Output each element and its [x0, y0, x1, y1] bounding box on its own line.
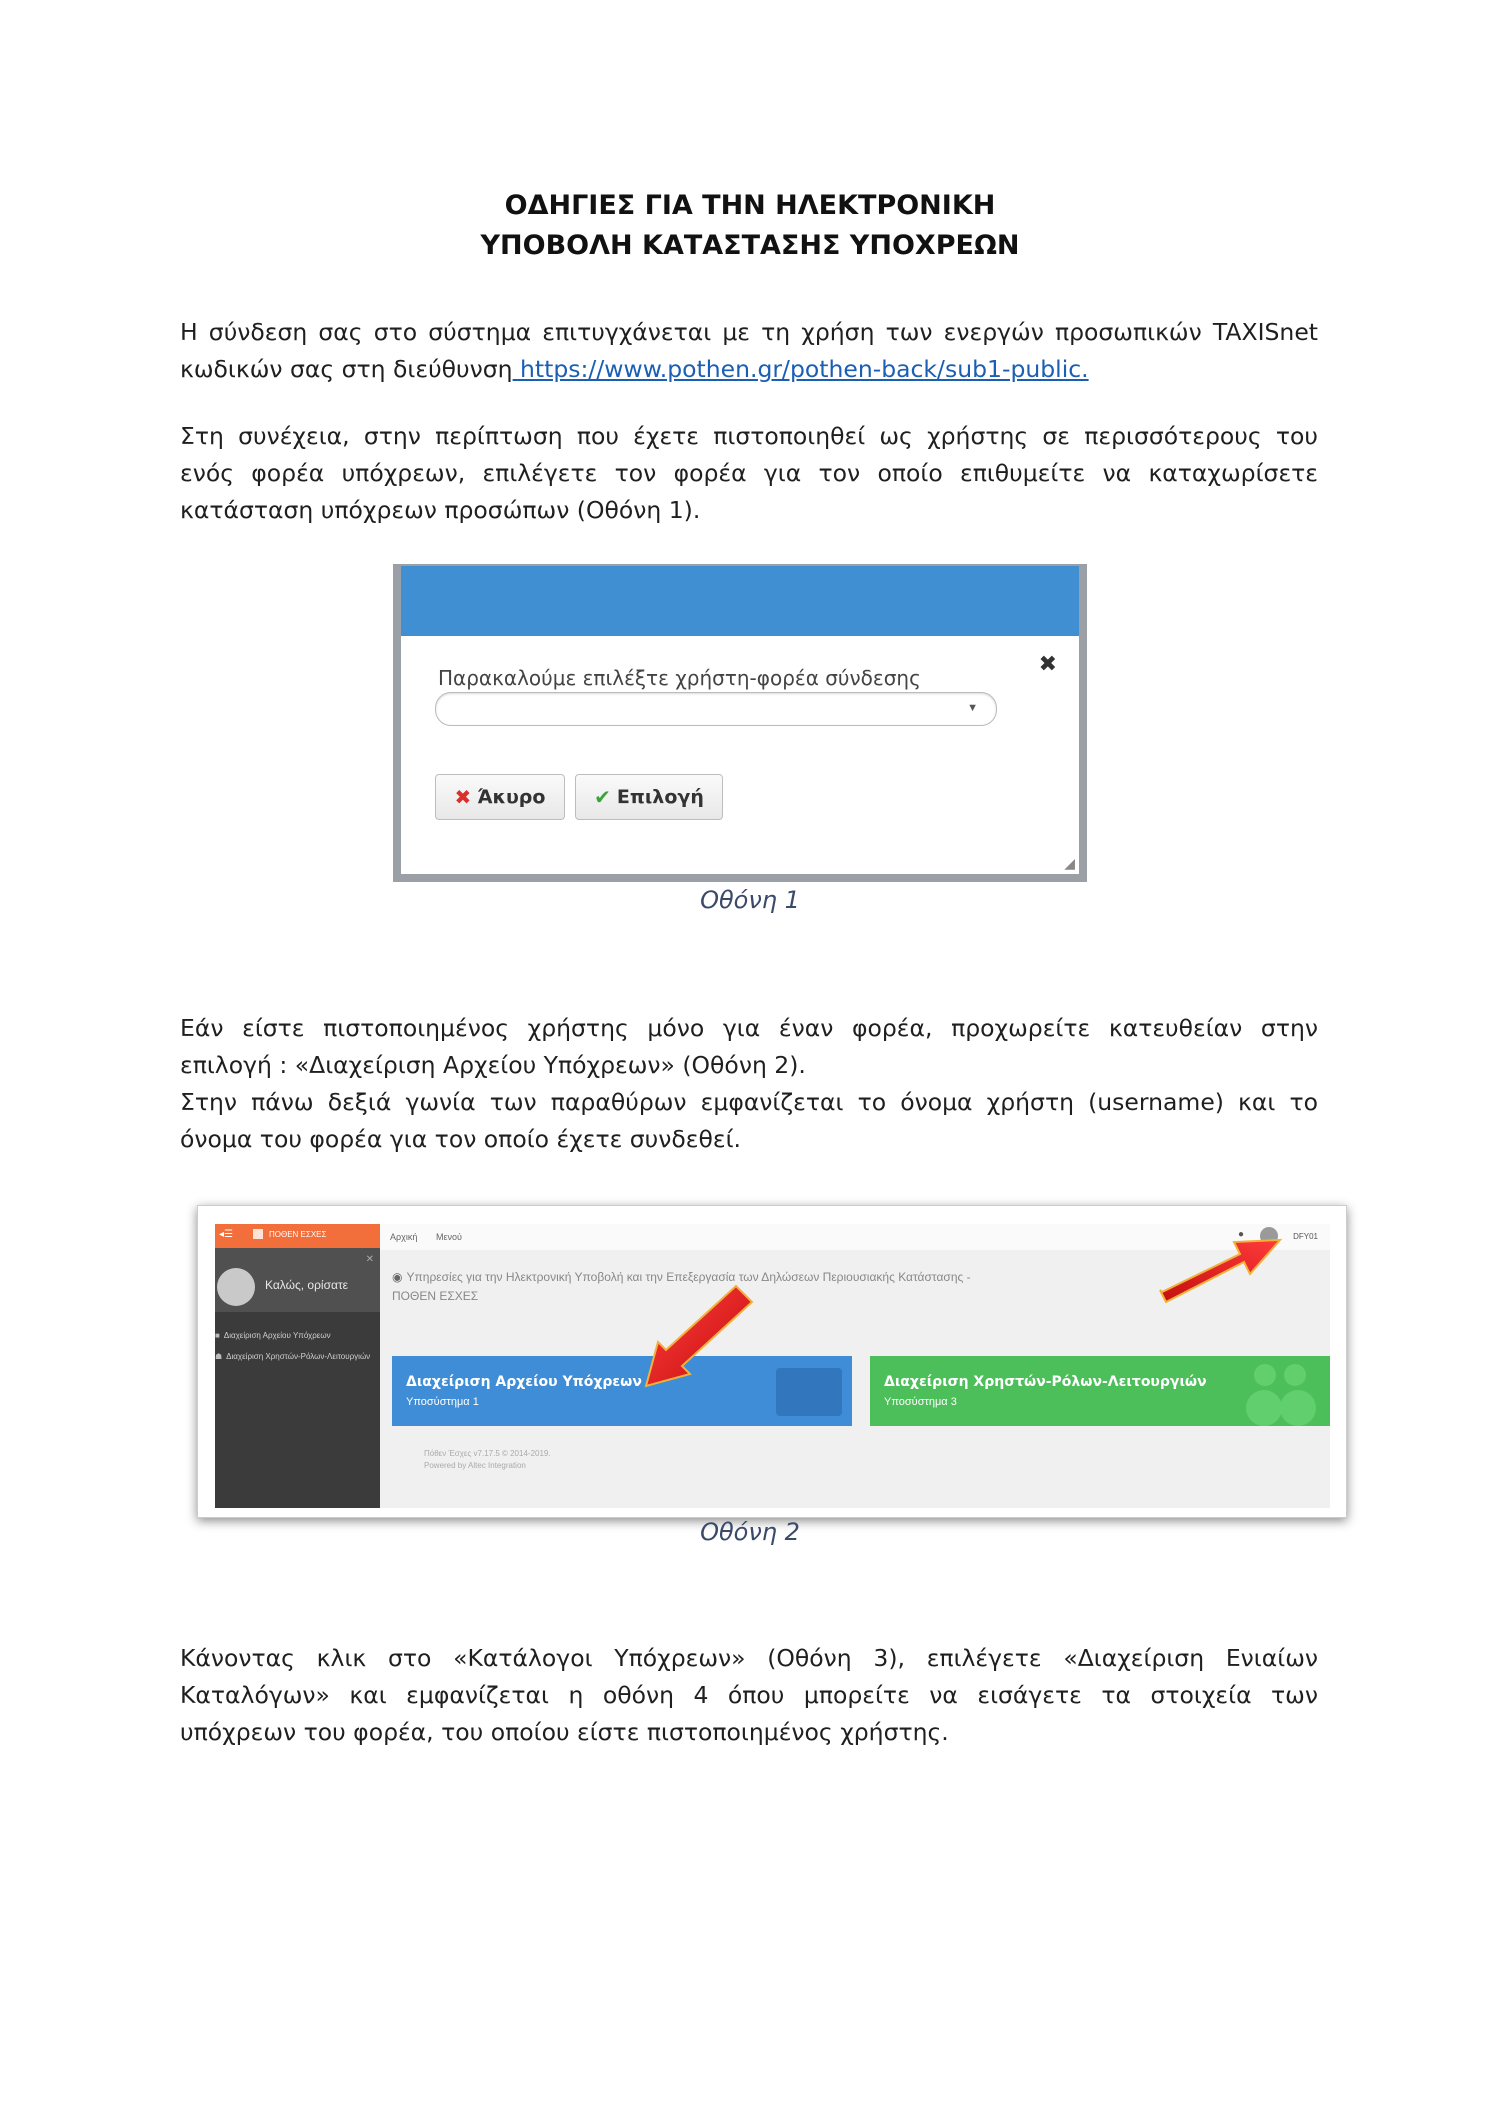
cancel-button[interactable] — [435, 774, 565, 820]
tile-subtitle: Υποσύστημα 1 — [406, 1396, 479, 1408]
entity-select[interactable] — [435, 692, 997, 726]
para3-line-3: Στην πάνω δεξιά γωνία των παραθύρων εμφανίζεται το όνομα χρήστη (username) και το — [180, 1088, 1318, 1116]
select-button[interactable] — [575, 774, 723, 820]
tile-title: Διαχείριση Αρχείου Υπόχρεων — [406, 1374, 642, 1390]
para2-line-3: κατάσταση υπόχρεων προσώπων (Οθόνη 1). — [180, 496, 701, 524]
caption-screen-1: Οθόνη 1 — [700, 886, 800, 914]
folder-icon: ■ — [215, 1331, 220, 1340]
avatar — [217, 1268, 255, 1306]
para3-line-4: όνομα του φορέα για τον οποίο έχετε συνδεθεί. — [180, 1125, 741, 1153]
para2-line-2: ενός φορέα υπόχρεων, επιλέγετε τον φορέα για τον οποίο επιθυμείτε να καταχωρίσετε — [180, 459, 1318, 487]
footer-version: Πόθεν Έσχες v7.17.5 © 2014-2019. — [424, 1449, 551, 1458]
cancel-button-label: Άκυρο — [477, 786, 546, 808]
para4-line-1: Κάνοντας κλικ στο «Κατάλογοι Υπόχρεων» (Οθόνη 3), επιλέγετε «Διαχείριση Ενιαίων — [180, 1644, 1318, 1672]
nav-home[interactable]: Αρχική — [390, 1232, 418, 1242]
nav-menu[interactable]: Μενού — [436, 1232, 462, 1242]
sidebar-item-users[interactable] — [215, 1351, 375, 1362]
intro-line-2 — [180, 351, 1318, 388]
dashboard-icon: ◉ — [392, 1270, 403, 1284]
para4-line-3: υπόχρεων του φορέα, του οποίου είστε πιστοποιημένος χρήστης. — [180, 1718, 949, 1746]
tile-archive-management[interactable] — [392, 1356, 852, 1426]
tile-user-role-management[interactable] — [870, 1356, 1330, 1426]
brand-bar — [215, 1224, 380, 1248]
intro-paragraph — [180, 314, 1318, 388]
intro-line-2-text: κωδικών σας στη διεύθυνση — [180, 355, 513, 383]
logo-icon — [253, 1229, 263, 1239]
resize-handle-icon[interactable]: ◢ — [1064, 855, 1075, 871]
dialog-header — [401, 566, 1079, 636]
tile-subtitle: Υποσύστημα 3 — [884, 1396, 957, 1408]
document-title — [0, 186, 1500, 266]
sidebar-item-label: Διαχείριση Αρχείου Υπόχρεων — [223, 1331, 331, 1340]
close-icon[interactable]: ✖ — [1038, 652, 1057, 677]
users-icon: ☗ — [215, 1352, 223, 1361]
green-check-icon: ✔ — [594, 785, 611, 809]
multi-entity-paragraph — [180, 418, 1318, 529]
sidebar-item-label: Διαχείριση Χρηστών-Ρόλων-Λειτουργιών — [226, 1352, 371, 1361]
pothen-link[interactable]: https://www.pothen.gr/pothen-back/sub1-public. — [512, 355, 1089, 383]
screen1-dialog-screenshot — [393, 564, 1087, 882]
username[interactable]: DFY01 — [1293, 1232, 1318, 1241]
sidebar-item-archive[interactable] — [215, 1330, 375, 1341]
red-arrow-icon — [638, 1284, 758, 1394]
tile-title: Διαχείριση Χρηστών-Ρόλων-Λειτουργιών — [884, 1374, 1207, 1390]
app-footer — [424, 1448, 551, 1472]
title-line-2: ΥΠΟΒΟΛΗ ΚΑΤΑΣΤΑΣΗΣ ΥΠΟΧΡΕΩΝ — [480, 230, 1020, 261]
bell-icon[interactable]: ● — [1237, 1229, 1244, 1240]
para3-line-2: επιλογή : «Διαχείριση Αρχείου Υπόχρεων» (Οθόνη 2). — [180, 1051, 806, 1079]
caption-screen-2: Οθόνη 2 — [700, 1518, 800, 1546]
breadcrumb-text: Υπηρεσίες για την Ηλεκτρονική Υποβολή και την Επεξεργασία των Δηλώσεων Περιουσιακής Κατάστασης - ΠΟΘΕΝ ΕΣΧΕΣ — [392, 1270, 971, 1303]
para3-line-1: Εάν είστε πιστοποιημένος χρήστης μόνο για έναν φορέα, προχωρείτε κατευθείαν στην — [180, 1014, 1318, 1042]
para4-line-2: Καταλόγων» και εμφανίζεται η οθόνη 4 όπου μπορείτε να εισάγετε τα στοιχεία των — [180, 1681, 1318, 1709]
red-arrow-icon — [1156, 1232, 1286, 1312]
title-line-1: ΟΔΗΓΙΕΣ ΓΙΑ ΤΗΝ ΗΛΕΚΤΡΟΝΙΚΗ — [504, 190, 996, 221]
footer-powered: Powered by Altec Integration — [424, 1461, 526, 1470]
dialog-body — [401, 566, 1079, 874]
single-entity-paragraph — [180, 1010, 1318, 1158]
hamburger-icon[interactable]: ◂☰ — [219, 1229, 233, 1240]
red-x-icon: ✖ — [454, 785, 472, 809]
welcome-text: Καλώς, ορίσατε — [265, 1278, 349, 1292]
intro-line-1: Η σύνδεση σας στο σύστημα επιτυγχάνεται με τη χρήση των ενεργών προσωπικών TAXISnet — [180, 318, 1318, 346]
screen2-app-screenshot — [197, 1205, 1347, 1518]
select-button-label: Επιλογή — [616, 786, 704, 808]
select-entity-label: Παρακαλούμε επιλέξτε χρήστη-φορέα σύνδεσης — [438, 666, 921, 690]
folder-icon — [776, 1368, 842, 1416]
brand-name: ΠΟΘΕΝ ΕΣΧΕΣ — [269, 1230, 327, 1239]
users-icon — [1246, 1360, 1316, 1424]
sidebar — [215, 1224, 380, 1508]
para2-line-1: Στη συνέχεια, στην περίπτωση που έχετε πιστοποιηθεί ως χρήστης σε περισσότερους του — [180, 422, 1318, 450]
caret-down-icon: ▼ — [967, 702, 978, 714]
close-icon[interactable]: ✕ — [365, 1254, 374, 1265]
sidebar-profile — [215, 1248, 380, 1312]
catalogs-paragraph — [180, 1640, 1318, 1751]
